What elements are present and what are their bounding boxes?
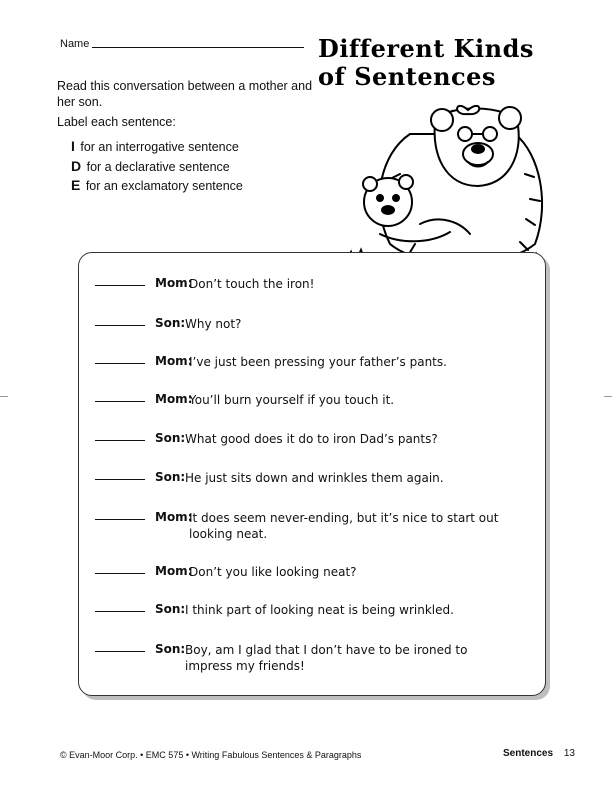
answer-blank[interactable] <box>95 519 145 520</box>
dialogue-text: I think part of looking neat is being wrinkled. <box>185 603 454 617</box>
dialogue-text: Don’t touch the iron! <box>189 277 315 291</box>
bear-illustration <box>340 94 550 272</box>
dialogue-text: It does seem never-ending, but it’s nice to start out looking neat. <box>189 511 499 541</box>
title-line-1: Different Kinds <box>318 34 534 63</box>
dialogue-text: What good does it do to iron Dad’s pants? <box>185 432 438 446</box>
answer-blank[interactable] <box>95 285 145 286</box>
legend-code: E <box>71 177 81 193</box>
speaker-label: Mom: <box>155 392 193 406</box>
dialogue-text: I’ve just been pressing your father’s pants. <box>189 355 447 369</box>
speaker-label: Son: <box>155 642 186 656</box>
legend-text: for an exclamatory sentence <box>85 179 243 193</box>
dialogue-text: You’ll burn yourself if you touch it. <box>189 393 395 407</box>
speaker-label: Son: <box>155 316 186 330</box>
margin-tick <box>0 396 8 397</box>
legend-row <box>71 176 243 196</box>
legend-text: for a declarative sentence <box>86 159 230 174</box>
speaker-label: Son: <box>155 470 186 484</box>
answer-blank[interactable] <box>95 611 145 612</box>
legend <box>71 137 243 196</box>
speaker-label: Son: <box>155 431 186 445</box>
answer-blank[interactable] <box>95 363 145 364</box>
title-line-2: of Sentences <box>318 62 496 91</box>
legend-code: I <box>71 138 75 154</box>
legend-row <box>71 157 243 177</box>
legend-code: D <box>71 157 82 174</box>
speaker-label: Mom: <box>155 276 193 290</box>
answer-blank[interactable] <box>95 479 145 480</box>
dialogue-text: He just sits down and wrinkles them again. <box>185 471 444 485</box>
footer-section: Sentences <box>503 748 554 759</box>
legend-text: for an interrogative sentence <box>80 140 239 154</box>
answer-blank[interactable] <box>95 440 145 441</box>
answer-blank[interactable] <box>95 651 145 652</box>
answer-blank[interactable] <box>95 325 145 326</box>
intro-text: Read this conversation between a mother and her son. <box>57 79 313 109</box>
answer-blank[interactable] <box>95 401 145 402</box>
dialogue-box <box>78 252 546 696</box>
speaker-label: Mom: <box>155 564 193 578</box>
dialogue-text: Why not? <box>185 317 242 331</box>
speaker-label: Mom: <box>155 354 193 368</box>
label-instruction: Label each sentence: <box>57 115 176 129</box>
speaker-label: Son: <box>155 602 186 616</box>
margin-tick <box>604 396 612 397</box>
speaker-label: Mom: <box>155 510 193 524</box>
dialogue-text: Don’t you like looking neat? <box>189 565 357 579</box>
page-number: 13 <box>563 748 575 759</box>
footer-page-info <box>503 748 575 759</box>
answer-blank[interactable] <box>95 573 145 574</box>
name-line[interactable] <box>92 47 304 48</box>
footer-copyright: © Evan-Moor Corp. • EMC 575 • Writing Fabulous Sentences & Paragraphs <box>60 750 362 760</box>
name-label: Name <box>60 38 90 50</box>
worksheet-title <box>318 35 598 91</box>
legend-row <box>71 137 243 157</box>
dialogue-text: Boy, am I glad that I don’t have to be ironed to impress my friends! <box>185 643 468 673</box>
